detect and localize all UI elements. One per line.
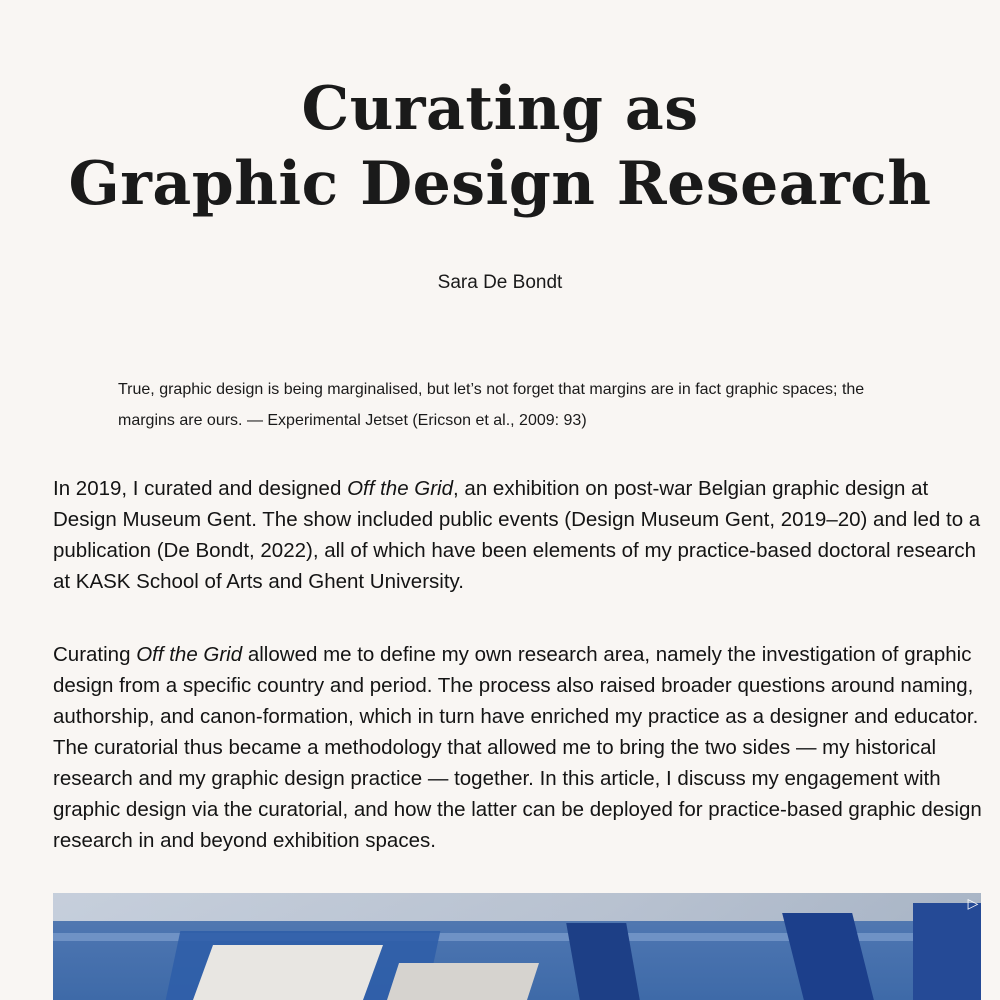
epigraph-line-2: margins are ours. — Experimental Jetset (Ericson et al., 2009: 93) <box>118 412 587 429</box>
epigraph-quote <box>118 374 938 436</box>
para1-text-end: , an exhibition on post-war Belgian graphic design at Design Museum Gent. The show included public events (Design Museum Gent, 2019–20) and led to a publication (De Bondt, 2022), all of which have been elements of my practice-based doctoral research at KASK School of Arts and Ghent University. <box>53 477 981 593</box>
title-line-2: Graphic Design Research <box>68 149 932 219</box>
epigraph-line-1: True, graphic design is being marginalised, but let’s not forget that margins are in fact graphic spaces; the <box>118 381 865 398</box>
body-paragraph-1 <box>53 473 983 597</box>
photo-paper-sheet <box>193 945 383 1000</box>
author-name: Sara De Bondt <box>437 272 563 293</box>
chevron-right-icon[interactable]: ▷ <box>967 895 979 911</box>
para2-text-end: allowed me to define my own research area, namely the investigation of graphic design from a specific country and period. The process also raised broader questions around naming, authorship, and canon-formation, which in turn have enriched my practice as a designer and educator. The curatorial thus became a methodology that allowed me to bring the two sides — my historical research and my graphic design practice — together. In this article, I discuss my engagement with graphic design via the curatorial, and how the latter can be deployed for practice-based graphic design research in and beyond exhibition spaces. <box>53 643 982 852</box>
para2-italic-title: Off the Grid <box>136 643 243 666</box>
para1-italic-title: Off the Grid <box>347 477 454 500</box>
body-paragraph-2 <box>53 639 983 856</box>
photo-paper-sheet <box>387 963 539 1000</box>
article-title <box>0 72 1000 222</box>
exhibition-photo[interactable] <box>53 893 981 1000</box>
title-line-1: Curating as <box>301 74 699 144</box>
para1-text-start: In 2019, I curated and designed <box>53 477 348 500</box>
photo-display-stand <box>913 903 981 1000</box>
para2-text-start: Curating <box>53 643 137 666</box>
photo-display-stand <box>782 913 874 1000</box>
